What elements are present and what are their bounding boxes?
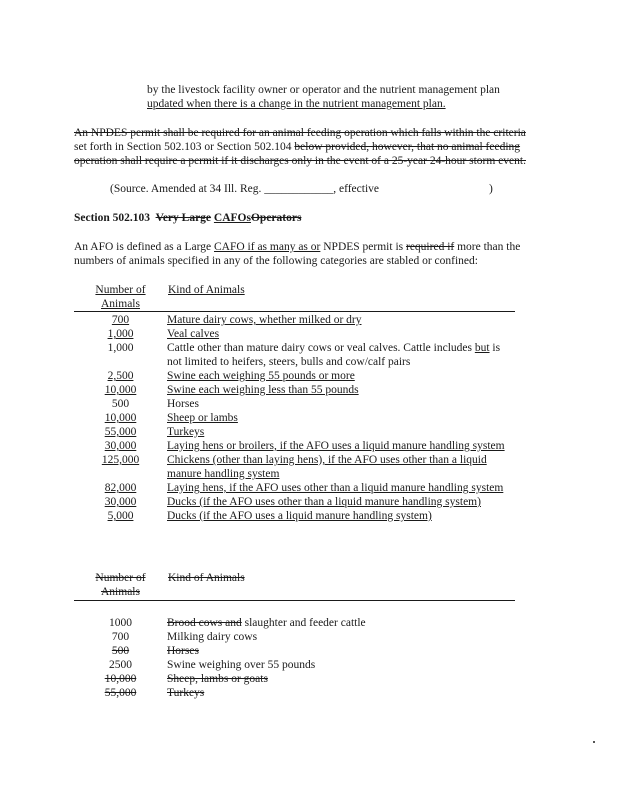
- animal-count: [74, 509, 167, 523]
- animal-count: [74, 383, 167, 397]
- section-heading: [74, 211, 301, 225]
- animal-count: [74, 313, 167, 327]
- t1-header-num-2: Animals: [101, 298, 140, 310]
- table-row: [74, 369, 513, 383]
- animal-kind-value: Cattle other than mature dairy cows or veal calves. Cattle includes but is not limited to heifers, steers, bulls and cow/calf pairs: [167, 342, 501, 368]
- npdes-line-2: [74, 140, 520, 154]
- t2-header-rule: [74, 600, 515, 601]
- animal-kind: [167, 369, 513, 383]
- animal-kind-value: Ducks (if the AFO uses a liquid manure handling system): [167, 510, 432, 522]
- animal-kind: [167, 630, 513, 644]
- animal-count: [74, 327, 167, 341]
- animal-count-value: 82,000: [104, 482, 137, 494]
- table-row: [74, 616, 513, 630]
- animal-kind-value: Turkeys: [167, 426, 205, 438]
- animal-count-value: 10,000: [104, 384, 137, 396]
- animal-count: [74, 341, 167, 369]
- intro-line-2: updated when there is a change in the nutrient management plan.: [147, 98, 446, 110]
- table-row: [74, 439, 513, 453]
- definition-end: more than the: [454, 241, 521, 253]
- animal-kind: [167, 644, 513, 658]
- source-note: (Source. Amended at 34 Ill. Reg. ____________, effective: [110, 183, 380, 195]
- animal-count: [74, 630, 167, 644]
- t1-header-kind: Kind of Animals: [168, 284, 245, 296]
- t2-header-num-2: Animals: [101, 586, 140, 598]
- animal-count-value: 10,000: [104, 412, 137, 424]
- animal-kind-value: Turkeys: [167, 687, 205, 699]
- animal-kind-value: Horses: [167, 645, 199, 657]
- table-row: [74, 630, 513, 644]
- table-row: [74, 453, 513, 481]
- section-struck-end: Operators: [250, 212, 302, 224]
- table-row: [74, 686, 513, 700]
- t1-header-num-1: Number of: [95, 284, 146, 296]
- t1-header-rule: [74, 311, 515, 312]
- intro-line-1: by the livestock facility owner or operator and the nutrient management plan: [147, 84, 500, 96]
- animal-count-value: 1,000: [107, 328, 134, 340]
- animal-kind-value: Mature dairy cows, whether milked or dry: [167, 314, 362, 326]
- animal-kind: [167, 397, 513, 411]
- animal-kind-value: Laying hens, if the AFO uses other than a liquid manure handling system: [167, 482, 504, 494]
- animal-count: [74, 425, 167, 439]
- npdes-line-1: An NPDES permit shall be required for an animal feeding operation which falls within the criteria: [74, 127, 526, 139]
- source-note-close: ): [489, 183, 493, 195]
- animal-kind: [167, 313, 513, 327]
- animal-kind: [167, 341, 513, 369]
- section-struck: Very Large: [155, 212, 212, 224]
- animal-count-value: 55,000: [104, 426, 137, 438]
- animal-count: [74, 672, 167, 686]
- table-row: [74, 495, 513, 509]
- animal-kind: [167, 327, 513, 341]
- animal-count: [74, 397, 167, 411]
- animal-count-value: 500: [111, 398, 130, 410]
- table-row: [74, 313, 513, 327]
- definition-line-1: [74, 240, 520, 254]
- animal-count: [74, 369, 167, 383]
- animal-kind-value: Laying hens or broilers, if the AFO uses a liquid manure handling system: [167, 440, 505, 452]
- animal-count: [74, 453, 167, 481]
- animal-count: [74, 411, 167, 425]
- definition-mid: NPDES permit is: [320, 241, 406, 253]
- animal-kind: [167, 425, 513, 439]
- animal-count-value: 125,000: [101, 454, 140, 466]
- table-row: [74, 672, 513, 686]
- table-row: [74, 425, 513, 439]
- animal-count: [74, 616, 167, 630]
- animal-kind-struck: Brood cows and: [167, 617, 242, 629]
- page-speck: [593, 741, 595, 743]
- t2-header-num-1: Number of: [95, 572, 146, 584]
- animal-count-value: 30,000: [104, 496, 137, 508]
- animal-kind: [167, 495, 513, 509]
- animal-kind-value: Chickens (other than laying hens), if the AFO uses other than a liquid manure handling system: [167, 454, 487, 480]
- animal-count: [74, 481, 167, 495]
- npdes-line-2-plain: set forth in Section 502.103 or Section 502.104: [74, 141, 292, 153]
- animal-count-value: 30,000: [104, 440, 137, 452]
- table-1: [74, 313, 513, 523]
- animal-count-value: 500: [111, 645, 130, 657]
- definition-struck: required if: [406, 241, 455, 253]
- animal-kind-value: Sheep or lambs: [167, 412, 238, 424]
- animal-count-value: 1000: [109, 617, 132, 629]
- table-row: [74, 509, 513, 523]
- table-row: [74, 658, 513, 672]
- animal-kind: [167, 411, 513, 425]
- npdes-line-3: operation shall require a permit if it discharges only in the event of a 25-year 24-hour storm event.: [74, 155, 526, 167]
- animal-kind: [167, 616, 513, 630]
- animal-kind: [167, 439, 513, 453]
- animal-count-value: 2,500: [107, 370, 134, 382]
- animal-kind-value: Swine each weighing less than 55 pounds: [167, 384, 359, 396]
- table-2: [74, 616, 513, 700]
- animal-kind-value: Milking dairy cows: [167, 631, 258, 643]
- animal-kind-value: Swine each weighing 55 pounds or more: [167, 370, 355, 382]
- animal-kind: [167, 383, 513, 397]
- animal-kind-value: Ducks (if the AFO uses other than a liquid manure handling system): [167, 496, 481, 508]
- animal-count-value: 2500: [109, 659, 132, 671]
- animal-count: [74, 495, 167, 509]
- animal-kind-plain: slaughter and feeder cattle: [241, 617, 366, 629]
- table-row: [74, 397, 513, 411]
- animal-count: [74, 658, 167, 672]
- animal-count: [74, 644, 167, 658]
- table-row: [74, 481, 513, 495]
- animal-count-value: 55,000: [104, 687, 137, 699]
- table-row: [74, 644, 513, 658]
- animal-kind: [167, 658, 513, 672]
- definition-line-2: numbers of animals specified in any of the following categories are stabled or confined:: [74, 255, 478, 267]
- animal-kind-value: Horses: [167, 398, 199, 410]
- animal-kind: [167, 453, 513, 481]
- animal-kind: [167, 686, 513, 700]
- animal-count-value: 10,000: [104, 673, 137, 685]
- animal-count-value: 700: [111, 314, 130, 326]
- t2-header-kind: Kind of Animals: [168, 572, 245, 584]
- animal-count: [74, 439, 167, 453]
- animal-count: [74, 686, 167, 700]
- animal-kind: [167, 481, 513, 495]
- animal-kind-value: Veal calves: [167, 328, 220, 340]
- animal-kind-value: Sheep, lambs or goats: [167, 673, 268, 685]
- definition-text: An AFO is defined as a Large: [74, 241, 214, 253]
- table-row: [74, 383, 513, 397]
- animal-kind-value: Swine weighing over 55 pounds: [167, 659, 316, 671]
- animal-count-value: 1,000: [107, 342, 134, 354]
- definition-cafo: CAFO if as many as or: [214, 241, 321, 253]
- table-row: [74, 411, 513, 425]
- section-new: CAFOs: [213, 212, 251, 224]
- animal-kind: [167, 509, 513, 523]
- animal-count-value: 5,000: [107, 510, 134, 522]
- animal-count-value: 700: [111, 631, 130, 643]
- table-row: [74, 341, 513, 369]
- section-number: Section 502.103: [74, 212, 151, 224]
- animal-kind: [167, 672, 513, 686]
- npdes-line-2-struck: below provided, however, that no animal feeding: [294, 141, 521, 153]
- table-row: [74, 327, 513, 341]
